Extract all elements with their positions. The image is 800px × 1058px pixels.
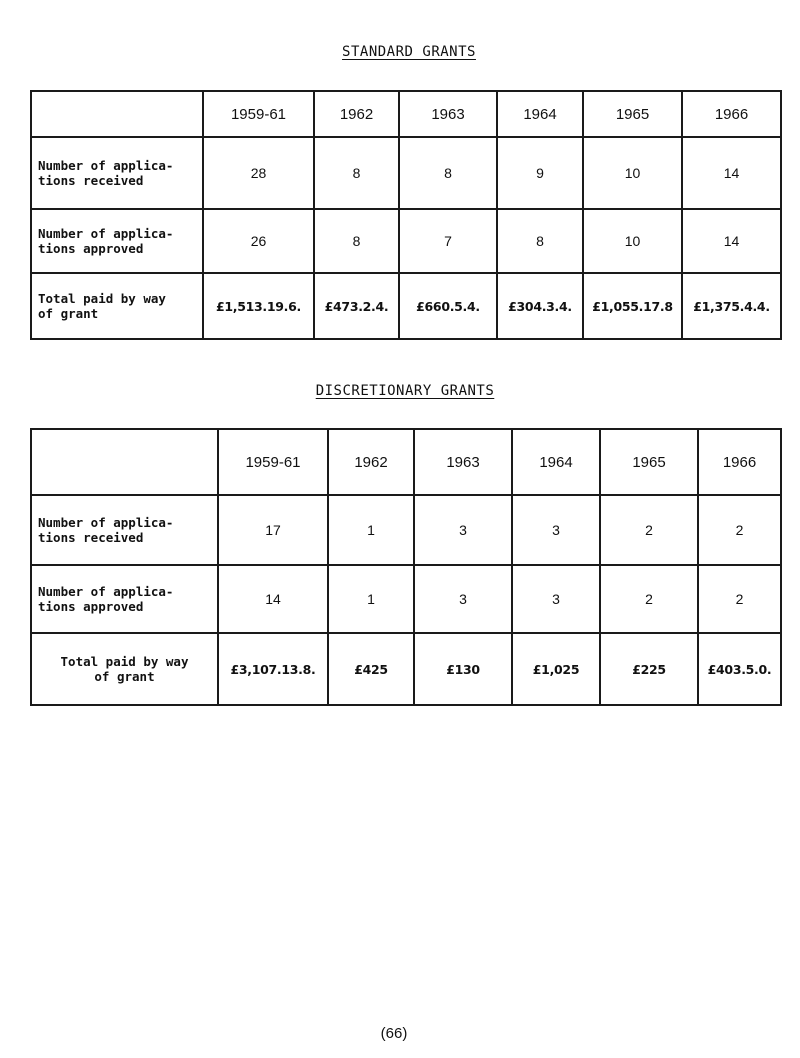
table-row [31,495,781,565]
table-cell: 7 [399,209,497,273]
year-header: 1959-61 [203,91,314,137]
table-cell: 8 [314,209,399,273]
standard-grants-heading: STANDARD GRANTS [342,44,476,60]
table-cell: £425 [328,633,414,705]
table-cell: 3 [414,565,512,633]
table-header-row [31,91,781,137]
year-header: 1962 [314,91,399,137]
discretionary-grants-table [30,428,782,706]
table-cell: 2 [698,495,781,565]
row-label: Number of applica- tions approved [31,565,218,633]
table-cell: 28 [203,137,314,209]
table-cell: £1,025 [512,633,600,705]
row-label: Number of applica- tions received [31,495,218,565]
table-cell: 10 [583,209,682,273]
table-cell: 8 [314,137,399,209]
year-header: 1966 [682,91,781,137]
year-header: 1965 [600,429,698,495]
table-cell: 8 [399,137,497,209]
corner-cell [31,91,203,137]
table-cell: 2 [600,565,698,633]
table-cell: £403.5.0. [698,633,781,705]
row-label: Number of applica- tions received [31,137,203,209]
year-header: 1964 [497,91,583,137]
table-cell: 2 [600,495,698,565]
table-cell: £473.2.4. [314,273,399,339]
table-row [31,209,781,273]
page-number: (66) [380,1025,408,1042]
table-cell: 14 [682,209,781,273]
table-cell: £130 [414,633,512,705]
table-cell: £1,375.4.4. [682,273,781,339]
table-cell: 1 [328,495,414,565]
table-row [31,633,781,705]
table-cell: 9 [497,137,583,209]
table-row [31,273,781,339]
table-cell: 8 [497,209,583,273]
year-header: 1963 [414,429,512,495]
table-cell: 2 [698,565,781,633]
year-header: 1959-61 [218,429,328,495]
table-header-row [31,429,781,495]
discretionary-grants-heading: DISCRETIONARY GRANTS [315,383,495,399]
year-header: 1965 [583,91,682,137]
table-cell: 17 [218,495,328,565]
year-header: 1963 [399,91,497,137]
row-label: Total paid by way of grant [31,633,218,705]
table-cell: 3 [512,495,600,565]
table-cell: 14 [682,137,781,209]
year-header: 1966 [698,429,781,495]
table-row [31,565,781,633]
table-cell: £3,107.13.8. [218,633,328,705]
table-cell: £1,513.19.6. [203,273,314,339]
table-cell: 14 [218,565,328,633]
year-header: 1962 [328,429,414,495]
row-label: Number of applica- tions approved [31,209,203,273]
table-cell: 26 [203,209,314,273]
corner-cell [31,429,218,495]
table-cell: £1,055.17.8 [583,273,682,339]
table-cell: £660.5.4. [399,273,497,339]
table-cell: 1 [328,565,414,633]
table-cell: £304.3.4. [497,273,583,339]
table-row [31,137,781,209]
table-cell: 3 [414,495,512,565]
table-cell: 3 [512,565,600,633]
table-cell: 10 [583,137,682,209]
table-cell: £225 [600,633,698,705]
row-label: Total paid by way of grant [31,273,203,339]
year-header: 1964 [512,429,600,495]
standard-grants-table [30,90,782,340]
